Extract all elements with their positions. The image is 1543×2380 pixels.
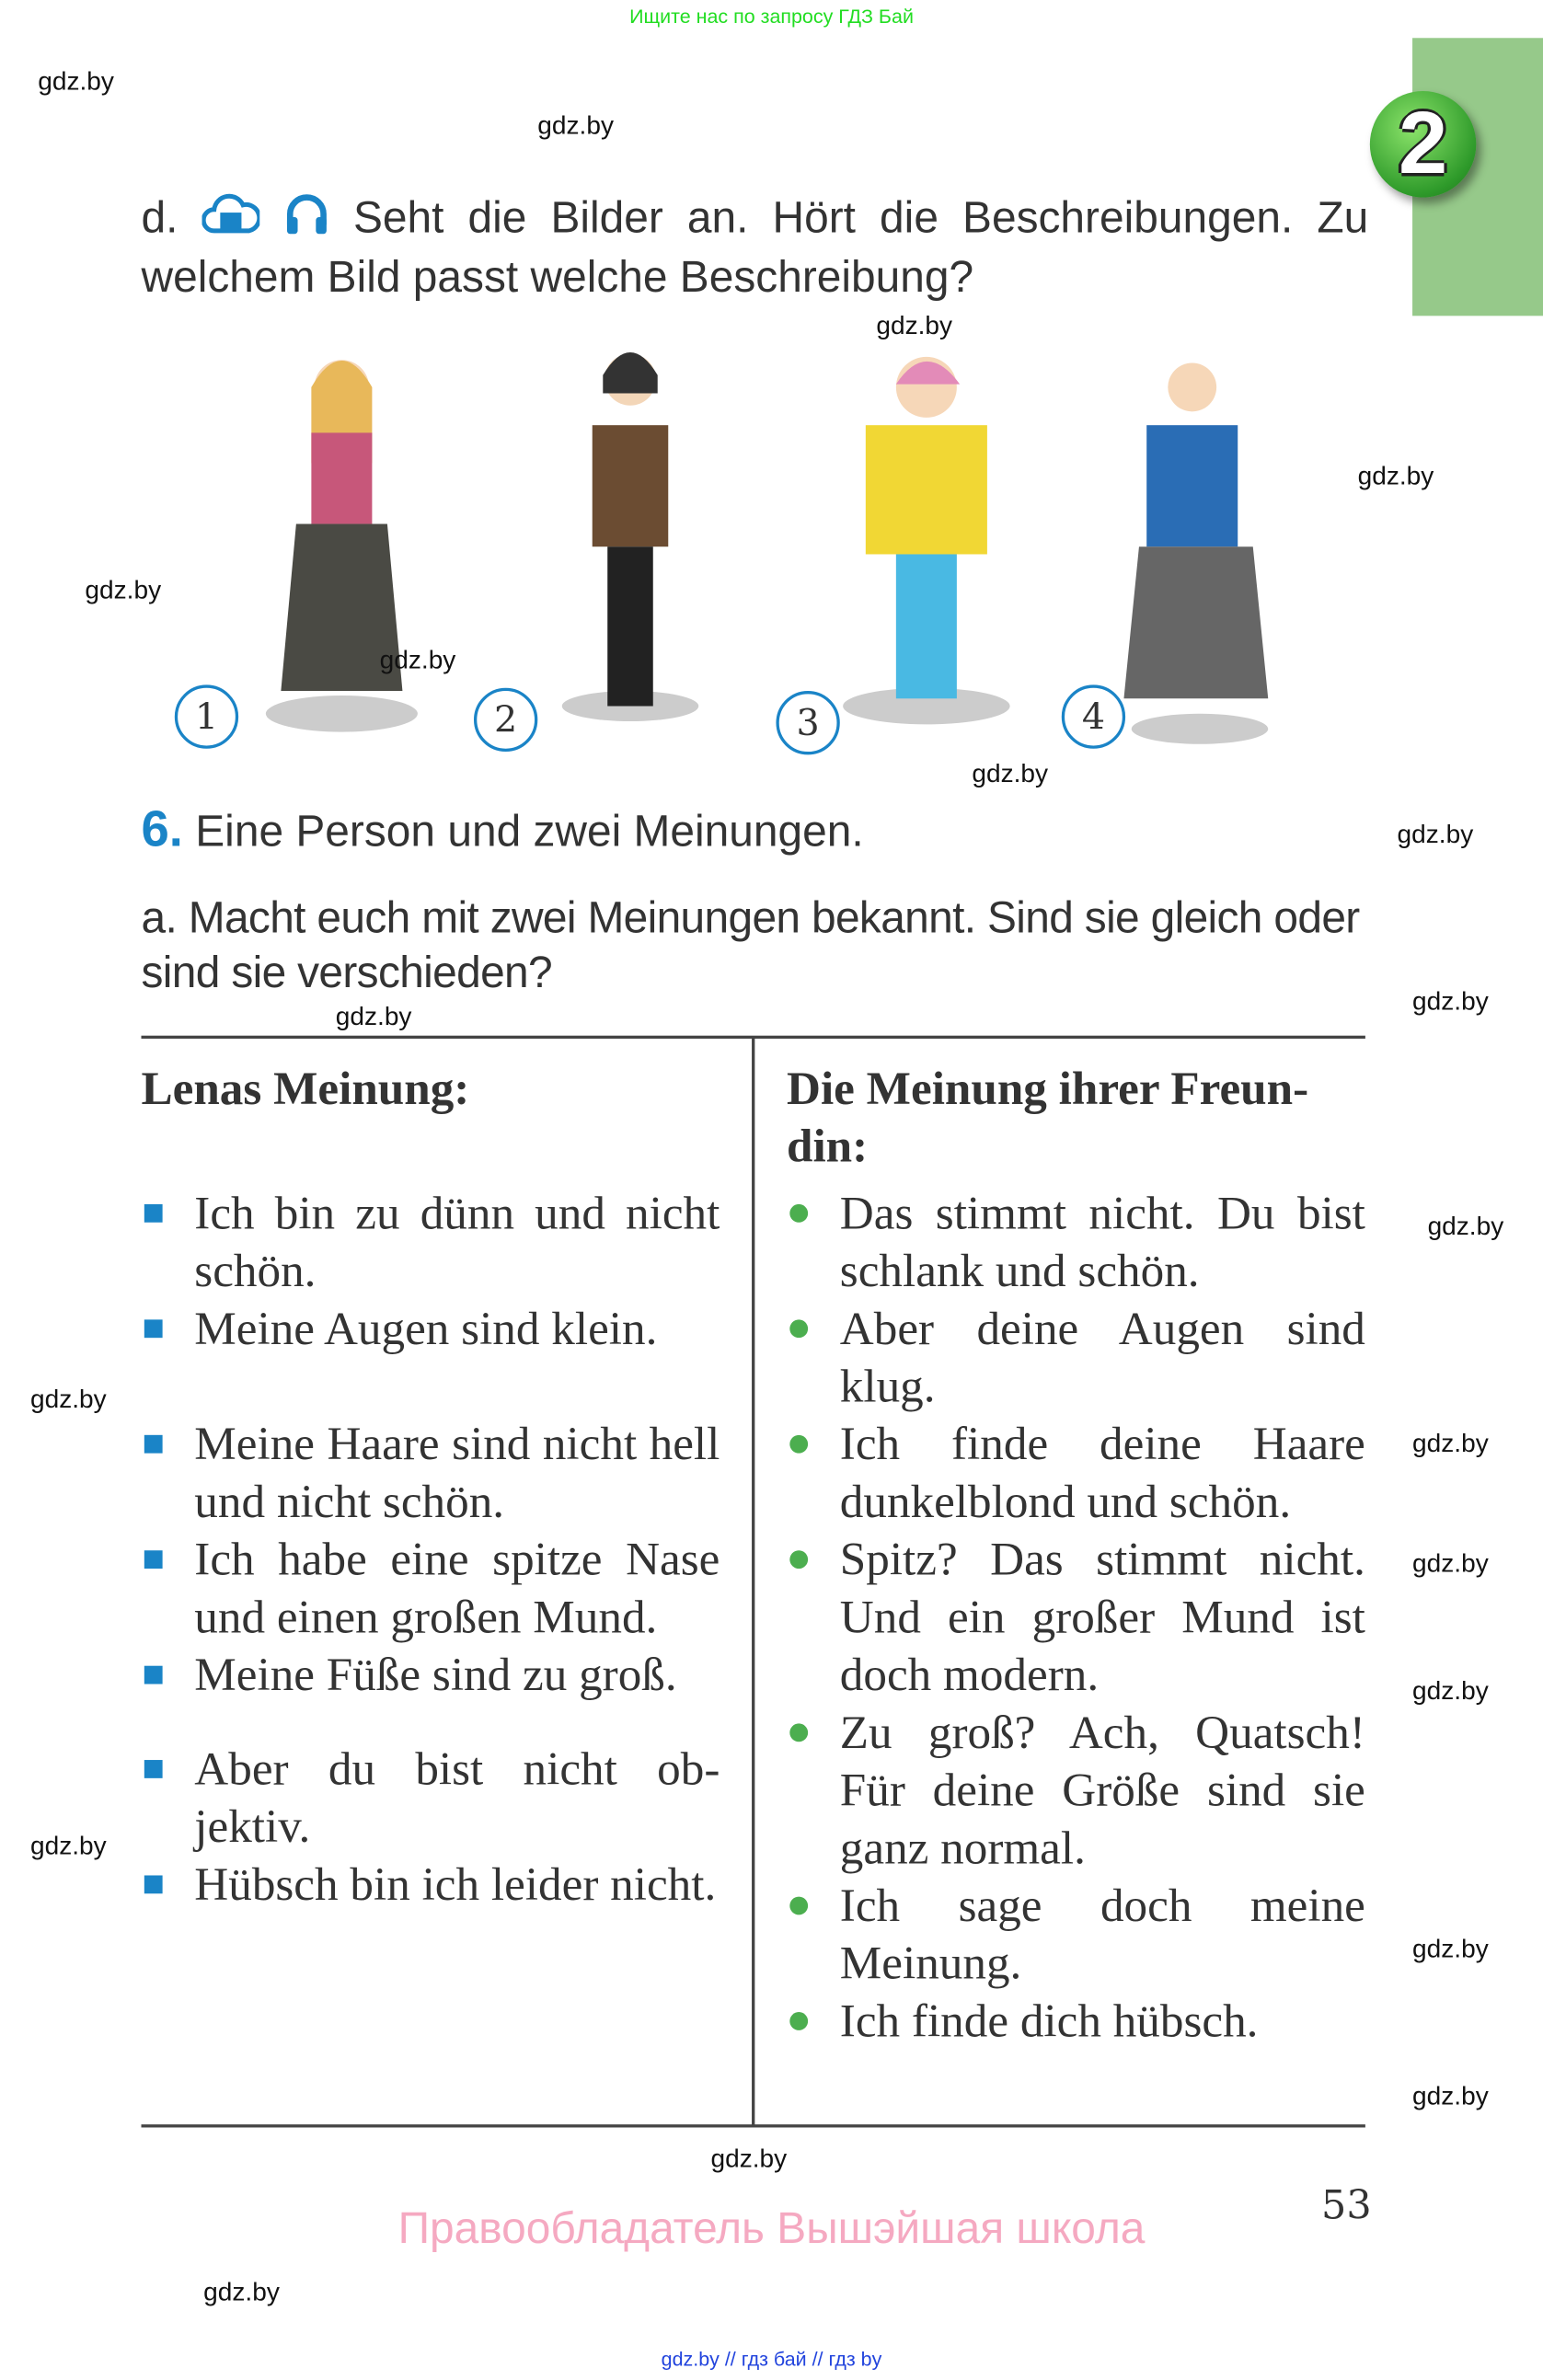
round-bullet-icon [789,1204,808,1223]
round-bullet-icon [789,1897,808,1915]
girl-1-illustration [266,360,418,731]
table-bottom-rule [142,2124,1365,2127]
exercise-6-title [141,799,864,860]
list-item: Zu groß? Ach, Quatsch! Für deine Größe sind sie ganz normal. [787,1704,1365,1877]
left-heading: Lenas Meinung: [141,1061,470,1115]
friend-opinion-column [787,1060,1365,2050]
exercise-number: 6. [141,799,183,857]
watermark: gdz.by [1357,461,1434,491]
watermark: gdz.by [1412,1548,1489,1578]
square-bullet-icon [144,1435,163,1454]
task-d-instruction [142,191,1369,305]
list-item: Meine Haare sind nicht hell und nicht schön. [142,1415,720,1530]
four-girls-illustration [228,341,1291,752]
unit-badge: 2 [1370,91,1477,198]
watermark: gdz.by [972,759,1049,788]
square-bullet-icon [144,1666,163,1684]
watermark: gdz.by [1427,1212,1504,1241]
list-item: Ich habe eine spitze Nase und einen großen Mund. [142,1531,720,1646]
list-item: Hübsch bin ich leider nicht. [142,1856,720,1914]
list-item: Spitz? Das stimmt nicht. Und ein großer Mund ist doch modern. [787,1531,1365,1704]
task-a-instruction: a. Macht euch mit zwei Meinungen bekannt. Sind sie gleich oder sind sie verschieden? [141,894,1360,998]
watermark: gdz.by [710,2144,788,2174]
list-item: Aber du bist nicht ob-jektiv. [142,1741,720,1856]
list-item: Ich bin zu dünn und nicht schön. [142,1184,720,1299]
watermark: gdz.by [335,1002,412,1031]
square-bullet-icon [144,1204,163,1223]
watermark: gdz.by [1397,820,1474,849]
watermark: gdz.by [1412,1676,1489,1706]
picture-number-2: 2 [474,688,537,752]
picture-number-4: 4 [1062,684,1125,748]
watermark: gdz.by [30,1831,107,1860]
girl-3-illustration [843,357,1010,724]
square-bullet-icon [144,1875,163,1893]
watermark: gdz.by [30,1385,107,1414]
watermark: gdz.by [1412,1934,1489,1964]
watermark: gdz.by [876,311,953,340]
cloud-folder-icon[interactable] [202,191,260,250]
right-heading: Die Meinung ihrer Freun-din: [787,1061,1309,1173]
watermark: gdz.by [537,110,614,140]
watermark: gdz.by [38,66,114,96]
watermark: gdz.by [1412,986,1489,1017]
round-bullet-icon [789,1723,808,1742]
picture-number-1: 1 [175,684,238,748]
picture-number-3: 3 [776,691,839,754]
list-item: Ich sage doch meine Meinung. [787,1877,1365,1992]
list-item: Meine Füße sind zu groß. [142,1646,720,1704]
table-divider [752,1037,754,2125]
exercise-title: Eine Person und zwei Meinungen. [195,808,864,857]
round-bullet-icon [789,1319,808,1338]
footer-links[interactable]: gdz.by // гдз бай // гдз by [661,2347,882,2371]
square-bullet-icon [144,1319,163,1338]
list-item: Aber deine Augen sind klug. [787,1300,1365,1415]
list-item: Ich finde dich hübsch. [787,1993,1365,2051]
list-item: Meine Augen sind klein. [142,1300,720,1358]
task-text: Seht die Bilder an. Hört die Beschreibungen. Zu welchem Bild passt welche Beschreibung? [141,194,1369,303]
task-letter: d. [141,194,178,244]
list-item: Das stimmt nicht. Du bist schlank und schön. [787,1184,1365,1299]
page-number: 53 [1321,2183,1372,2230]
copyright-watermark: Правообладатель Вышэйшая школа [397,2204,1146,2254]
search-hint[interactable]: Ищите нас по запросу ГДЗ Бай [629,4,914,28]
watermark: gdz.by [1412,1429,1489,1458]
watermark: gdz.by [1412,2081,1489,2111]
girl-2-illustration [562,352,699,721]
lena-opinion-column [142,1060,720,1914]
watermark: gdz.by [203,2277,280,2307]
watermark: gdz.by [85,575,162,604]
round-bullet-icon [789,2012,808,2030]
list-item: Ich finde deine Haare dunkelblond und schön. [787,1415,1365,1530]
girl-4-illustration [1123,362,1268,743]
square-bullet-icon [144,1760,163,1778]
headphones-icon[interactable] [283,191,329,250]
square-bullet-icon [144,1550,163,1569]
round-bullet-icon [789,1550,808,1569]
watermark: gdz.by [379,645,456,674]
round-bullet-icon [789,1435,808,1454]
